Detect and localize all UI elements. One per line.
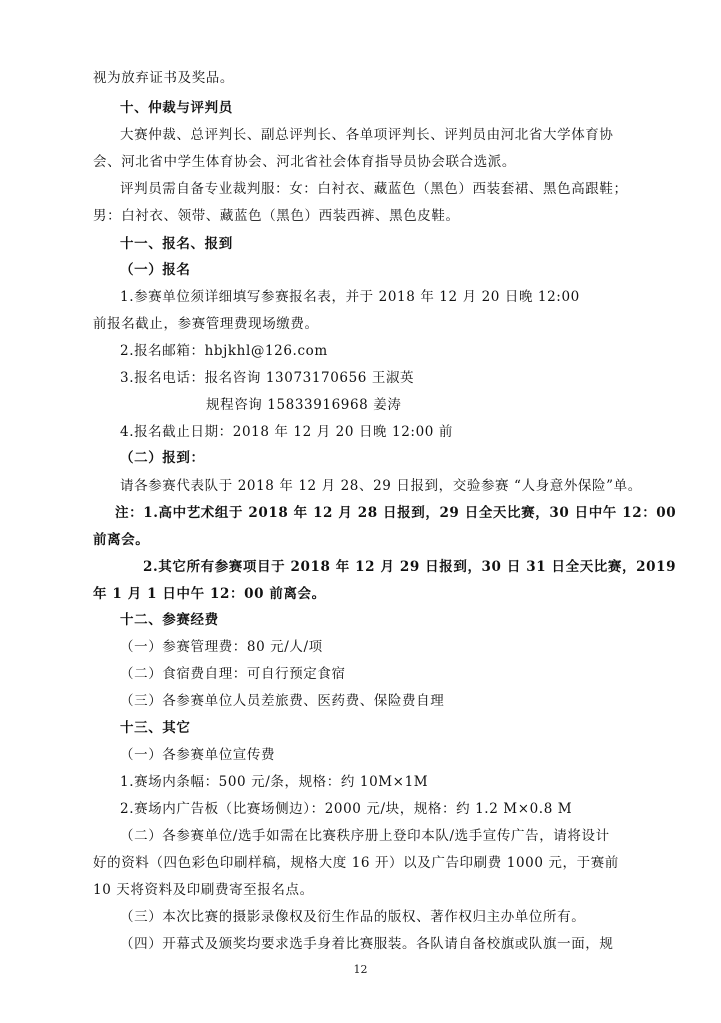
text-line: 2.报名邮箱：hbjkhl@126.com xyxy=(120,343,328,359)
text-line: 3.报名电话：报名咨询 13073170656 王淑英 xyxy=(120,370,415,386)
text-line: 1.赛场内条幅：500 元/条，规格：约 10M×1M xyxy=(120,774,429,790)
text-line: （二）食宿费自理：可自行预定食宿 xyxy=(120,666,346,682)
text-line: 男：白衬衣、领带、藏蓝色（黑色）西装西裤、黑色皮鞋。 xyxy=(93,208,460,224)
text-line: （三）本次比赛的摄影录像权及衍生作品的版权、著作权归主办单位所有。 xyxy=(120,909,586,925)
text-line: 好的资料（四色彩色印刷样稿，规格大度 16 开）以及广告印刷费 1000 元，于赛前 xyxy=(93,855,619,871)
text-line: 10 天将资料及印刷费寄至报名点。 xyxy=(93,882,314,898)
text-line: （一）各参赛单位宣传费 xyxy=(120,747,276,763)
text-line: （三）各参赛单位人员差旅费、医药费、保险费自理 xyxy=(120,693,445,709)
text-line: 4.报名截止日期：2018 年 12 月 20 日晚 12:00 前 xyxy=(120,424,453,440)
text-line: 请各参赛代表队于 2018 年 12 月 28、29 日报到，交验参赛 “人身意外保险”单。 xyxy=(120,478,642,494)
text-line: 2.赛场内广告板（比赛场侧边）：2000 元/块，规格：约 1.2 M×0.8 M xyxy=(120,801,573,817)
text-line: 1.参赛单位须详细填写参赛报名表，并于 2018 年 12 月 20 日晚 12:00 xyxy=(120,289,580,305)
subsection-heading: （一）报名 xyxy=(120,262,191,278)
text-line: 前报名截止，参赛管理费现场缴费。 xyxy=(93,316,319,332)
section-heading: 十二、参赛经费 xyxy=(120,612,219,628)
note-line: 注：1.高中艺术组于 2018 年 12 月 28 日报到，29 日全天比赛，30 日中午 12：00 xyxy=(115,505,677,521)
page-number: 12 xyxy=(353,963,368,976)
note-line: 2.其它所有参赛项目于 2018 年 12 月 29 日报到，30 日 31 日全天比赛，2019 xyxy=(143,559,677,575)
text-line: 大赛仲裁、总评判长、副总评判长、各单项评判长、评判员由河北省大学体育协 xyxy=(120,127,614,143)
section-heading: 十、仲裁与评判员 xyxy=(120,100,233,116)
text-line: 评判员需自备专业裁判服：女：白衬衣、藏蓝色（黑色）西装套裙、黑色高跟鞋； xyxy=(120,181,628,197)
subsection-heading: （二）报到： xyxy=(120,450,205,466)
text-line: 视为放弃证书及奖品。 xyxy=(93,70,234,86)
note-line: 年 1 月 1 日中午 12：00 前离会。 xyxy=(93,586,326,602)
section-heading: 十一、报名、报到 xyxy=(120,236,233,252)
text-line: （二）各参赛单位/选手如需在比赛秩序册上登印本队/选手宣传广告，请将设计 xyxy=(120,828,610,844)
note-line: 前离会。 xyxy=(93,532,150,548)
text-line: （四）开幕式及颁奖均要求选手身着比赛服装。各队请自备校旗或队旗一面，规 xyxy=(120,936,614,952)
text-line: 会、河北省中学生体育协会、河北省社会体育指导员协会联合选派。 xyxy=(93,154,516,170)
section-heading: 十三、其它 xyxy=(120,720,191,736)
text-line: （一）参赛管理费：80 元/人/项 xyxy=(120,639,323,655)
text-line: 规程咨询 15833916968 姜涛 xyxy=(206,397,402,413)
